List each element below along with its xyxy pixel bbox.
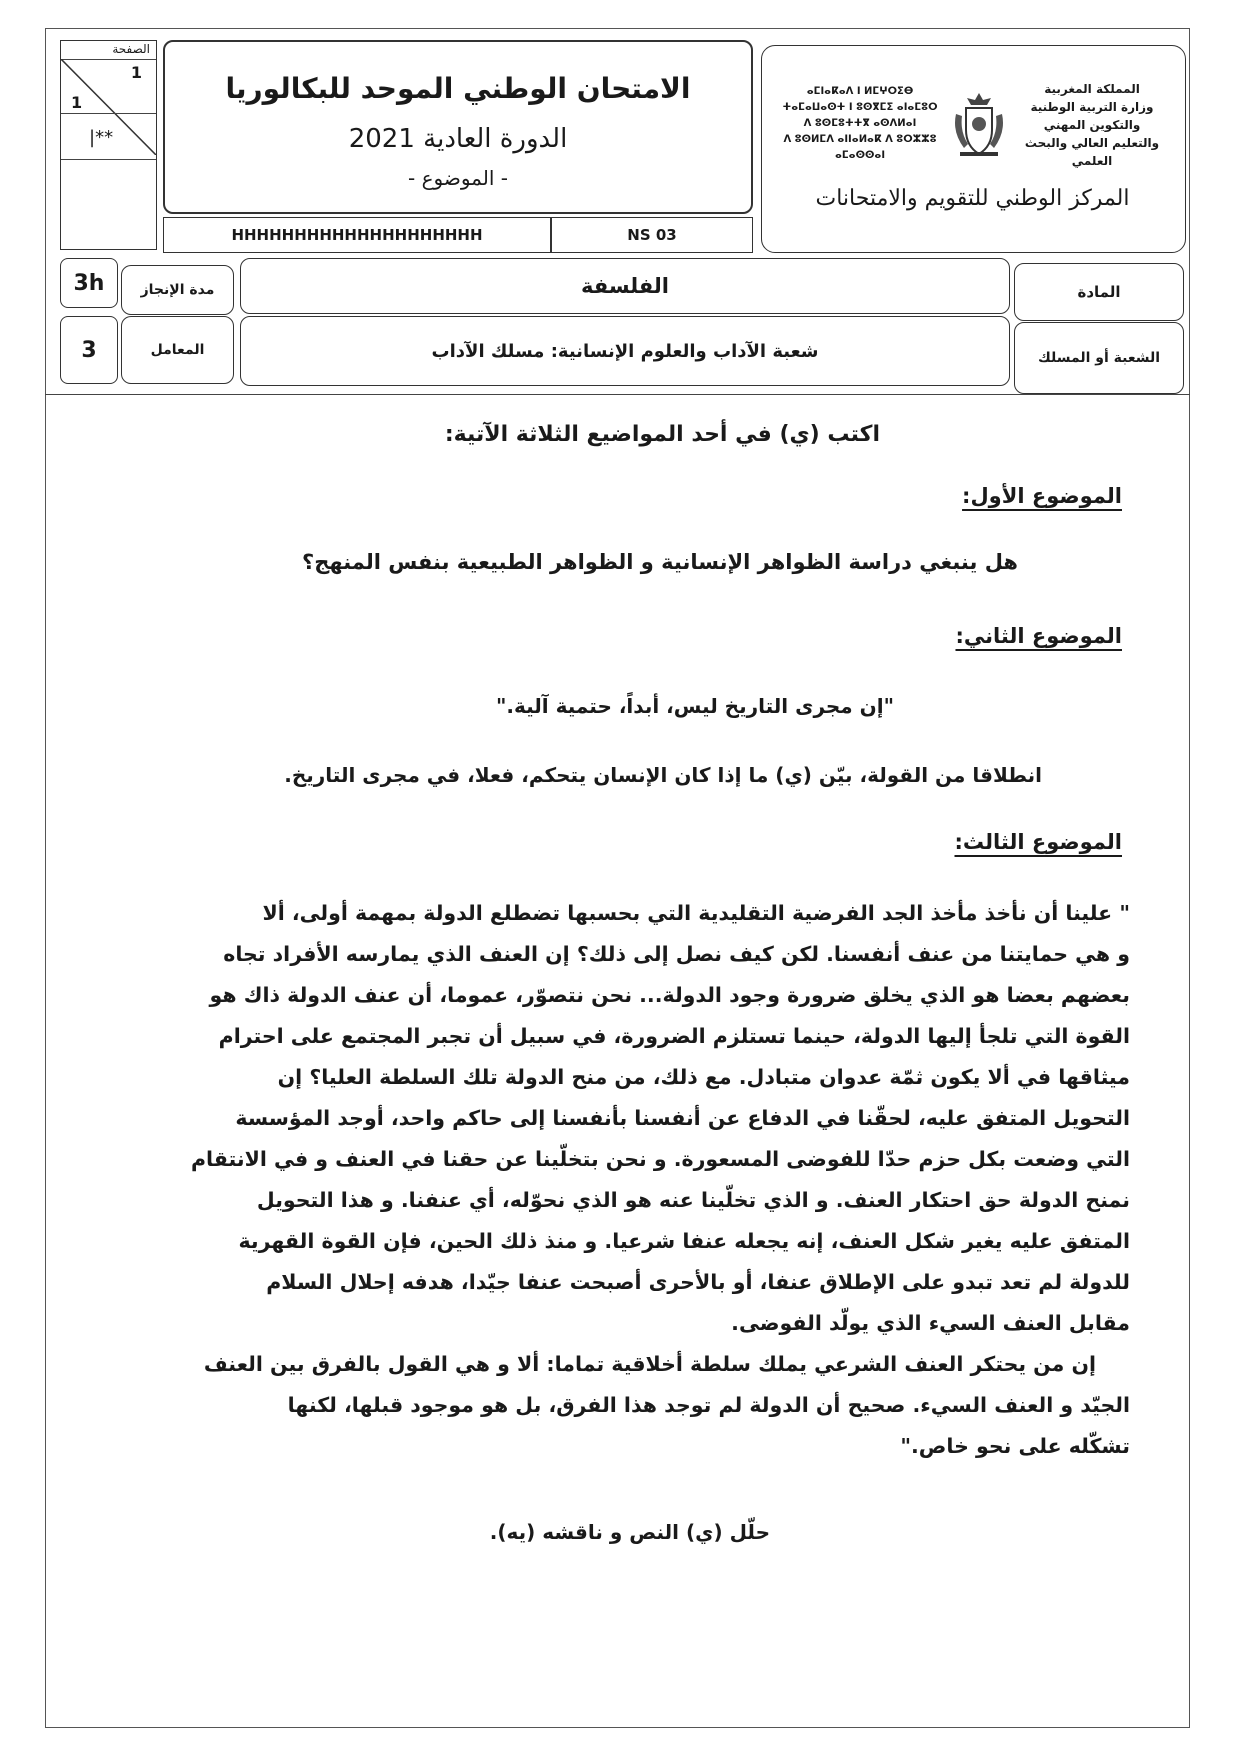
page-current: 1 (130, 63, 142, 82)
ministry-line: وزارة التربية الوطنية (1030, 100, 1154, 114)
exam-session: الدورة العادية 2021 (348, 124, 568, 154)
text-line: بعضهم بعضا هو الذي يخلق ضرورة وجود الدولة... نحن نتصوّر، عموما، أن عنف الدولة ذاك هو (209, 983, 1130, 1007)
royal-emblem-icon (950, 90, 1008, 160)
topic2-question: انطلاقا من القولة، بيّن (ي) ما إذا كان الإنسان يتحكم، فعلا، في مجرى التاريخ. (284, 763, 1042, 787)
page-number-box (60, 40, 157, 250)
tifinagh-line: ⵜⴰⵎⴰⵡⴰⵙⵜ ⵏ ⵓⵙⴳⵎⵉ ⴰⵏⴰⵎⵓⵔ (782, 102, 938, 113)
text-line: ميثاقها في ألا يكون ثمّة عدوان متبادل. مع ذلك، من منح الدولة تلك السلطة العليا؟ إن (277, 1065, 1130, 1089)
duration-label: مدة الإنجاز (121, 265, 234, 315)
topic3-task: حلّل (ي) النص و ناقشه (يه). (489, 1520, 770, 1544)
duration-value: 3h (60, 258, 118, 308)
page-mark: **| (89, 127, 114, 148)
page-total: 1 (71, 93, 83, 112)
topic3-text-block (100, 893, 1130, 1467)
exam-title: الامتحان الوطني الموحد للبكالوريا (225, 72, 691, 105)
text-line: مقابل العنف السيء الذي يولّد الفوضى. (731, 1311, 1130, 1335)
topic1-question: هل ينبغي دراسة الظواهر الإنسانية و الظواهر الطبيعية بنفس المنهج؟ (302, 550, 1018, 574)
text-line: التي وضعت بكل حزم حدّا للفوضى المسعورة. و نحن بتخلّينا عن حقنا في العنف و في الانتقام (191, 1147, 1130, 1171)
text-line: القوة التي تلجأ إليها الدولة، حينما تستلزم الضرورة، في سبيل أن تجبر المجتمع على احترام (218, 1024, 1130, 1048)
exam-subject-label: - الموضوع - (408, 166, 508, 190)
code-box: HHHHHHHHHHHHHHHHHHHH (163, 217, 551, 253)
ministry-line: والتعليم العالي والبحث العلمي (1024, 136, 1160, 168)
tifinagh-block (770, 84, 950, 164)
text-line: التحويل المتفق عليه، لحقّنا في الدفاع عن أنفسنا بأنفسنا إلى حاكم واحد، أوجد المؤسسة (235, 1106, 1130, 1130)
coefficient-value: 3 (60, 316, 118, 384)
tifinagh-line: ⴷ ⵓⵙⵍⵎⴷ ⴰⵏⵏⴰⵍⴰⴽ ⴷ ⵓⵔⵣⵣⵓ ⴰⵎⴰⵙⵙⴰⵏ (783, 134, 937, 161)
header-separator (45, 394, 1190, 395)
topic1-title: الموضوع الأول: (962, 484, 1122, 508)
topic3-title: الموضوع الثالث: (954, 830, 1122, 854)
center-name: المركز الوطني للتقويم والامتحانات (815, 186, 1130, 211)
ministry-line: والتكوين المهني (1043, 118, 1141, 132)
text-line: إن من يحتكر العنف الشرعي يملك سلطة أخلاقية تماما: ألا و هي القول بالفرق بين العنف (203, 1352, 1096, 1376)
text-line: " علينا أن نأخذ مأخذ الجد الفرضية التقليدية التي بحسبها تضطلع الدولة بمهمة أولى، ألا (262, 901, 1130, 925)
branch-label: الشعبة أو المسلك (1014, 322, 1184, 394)
ministry-line: المملكة المغربية (1044, 82, 1140, 96)
subject-label: المادة (1014, 263, 1184, 321)
text-line: و هي حمايتنا من عنف أنفسنا. لكن كيف نصل إلى ذلك؟ إن العنف الذي يمارسه الأفراد تجاه (223, 942, 1130, 966)
text-line: المتفق عليه يغير شكل العنف، إنه يجعله عنفا شرعيا. و منذ ذلك الحين، فإن القوة القهرية (238, 1229, 1130, 1253)
ns-code-box: NS 03 (551, 217, 753, 253)
topic2-title: الموضوع الثاني: (955, 624, 1122, 648)
coefficient-label: المعامل (121, 316, 234, 384)
instruction: اكتب (ي) في أحد المواضيع الثلاثة الآتية: (444, 422, 880, 447)
text-line: تشكّله على نحو خاص." (900, 1434, 1130, 1458)
page-label: الصفحة (112, 42, 150, 56)
text-line: الجيّد و العنف السيء. صحيح أن الدولة لم توجد هذا الفرق، بل هو موجود قبلها، لكنها (287, 1393, 1130, 1417)
topic2-quote: "إن مجرى التاريخ ليس، أبداً، حتمية آلية." (495, 694, 894, 718)
ministry-header-box (761, 45, 1186, 253)
tifinagh-line: ⴷ ⵓⵙⵎⵓⵜⵜⴳ ⴰⵙⴷⵍⴰⵏ (803, 118, 917, 129)
tifinagh-line: ⴰⵎⵏⴰⴽⴰⴷ ⵏ ⵍⵎⵖⵔⵉⴱ (806, 86, 914, 97)
text-line: للدولة لم تعد تبدو على الإطلاق عنفا، أو بالأحرى أصبحت عنفا جيّدا، هدفه إحلال السلام (266, 1270, 1130, 1294)
ministry-arabic-block (1007, 80, 1177, 170)
branch-value: شعبة الآداب والعلوم الإنسانية: مسلك الآداب (240, 316, 1010, 386)
text-line: نمنح الدولة حق احتكار العنف. و الذي تخلّينا عنه هو الذي نحوّله، أي عنفنا. و هذا التحويل (256, 1188, 1130, 1212)
exam-title-box (163, 40, 753, 214)
subject-value: الفلسفة (240, 258, 1010, 314)
